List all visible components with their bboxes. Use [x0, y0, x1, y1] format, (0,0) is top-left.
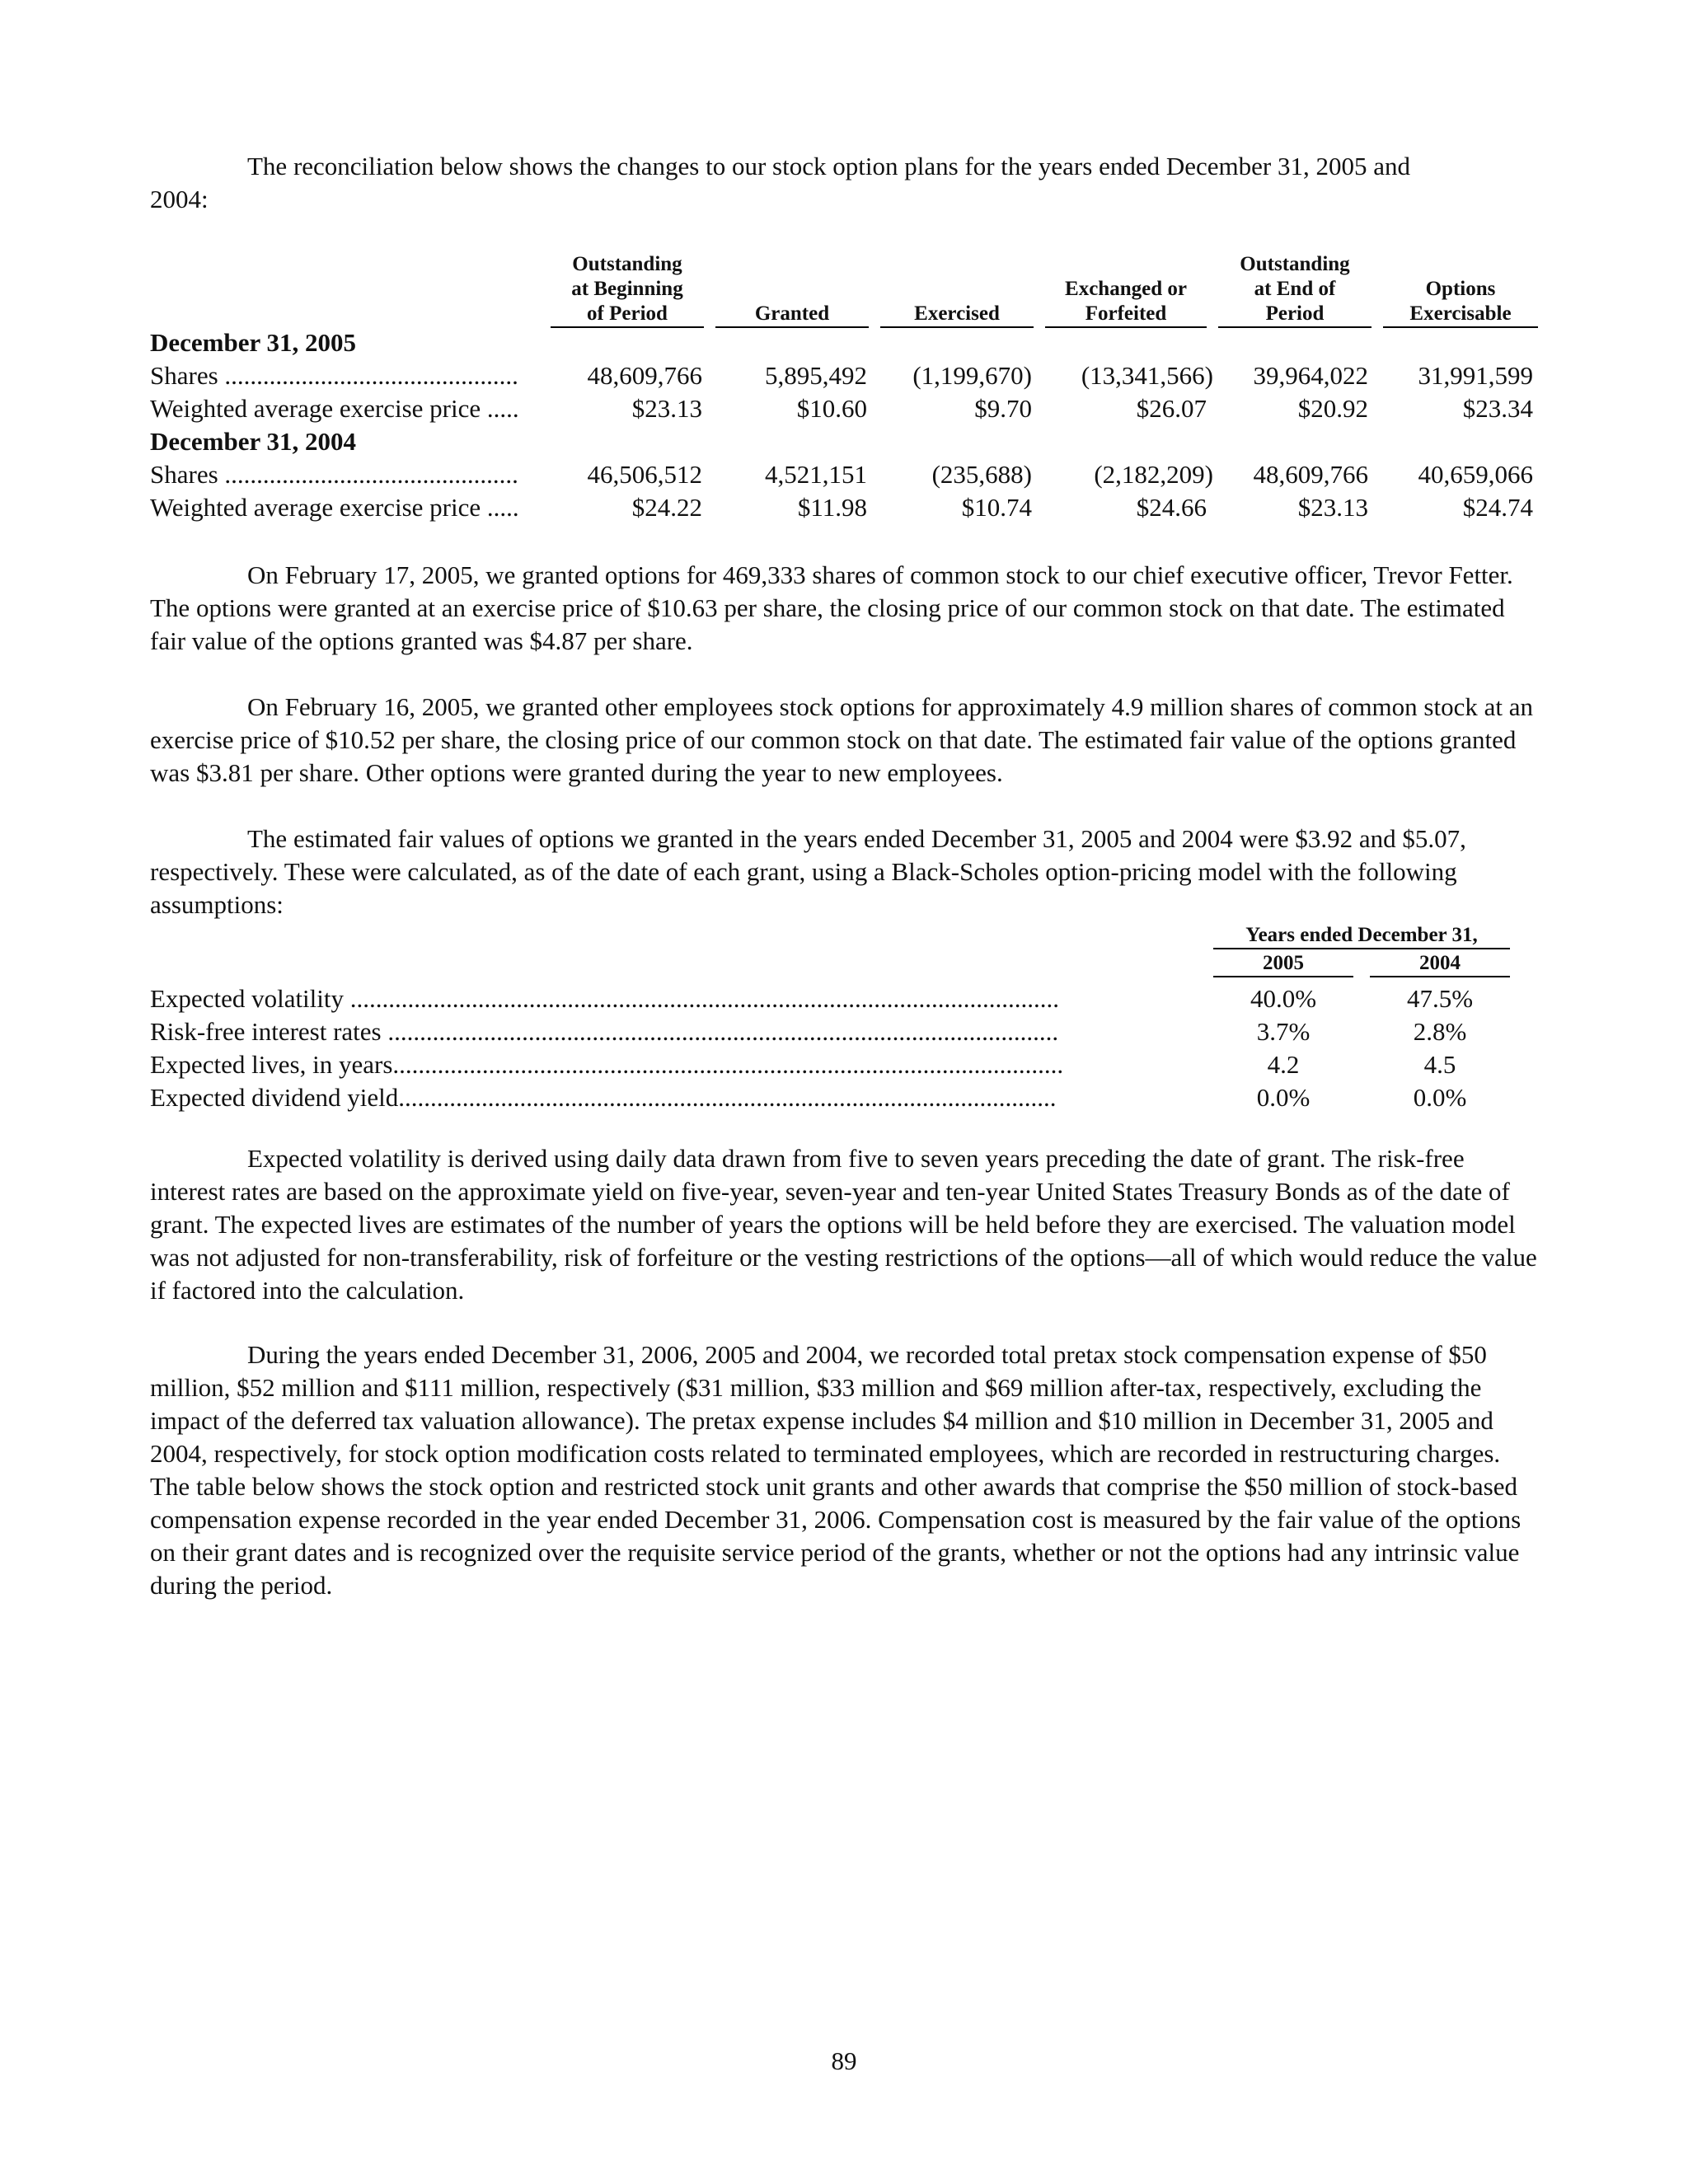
cell-value: $23.34	[1462, 394, 1533, 423]
cell-value: 2.8%	[1413, 1017, 1467, 1046]
cell-value: $10.74	[961, 493, 1032, 522]
cell-value: 46,506,512	[587, 460, 702, 489]
cell-value: $24.22	[631, 493, 702, 522]
cell-value: $20.92	[1297, 394, 1368, 423]
cell-value: 48,609,766	[587, 361, 702, 390]
cell-value: $24.74	[1462, 493, 1533, 522]
cell-value: 40.0%	[1250, 984, 1317, 1013]
page-number: 89	[831, 2046, 857, 2075]
paragraph-compensation-expense: During the years ended December 31, 2006, 2005 and 2004, we recorded total pretax stock compensation expense of $50 million, $52 million and $111 million, respectively ($31 million, $33 million and $69 million after-tax, respectively, excluding the impact of the deferred tax valuation allowance). The pretax expense includes $4 million and $10 million in December 31, 2005 and 2004, respectively, for stock option modification costs related to terminated employees, which are recorded in restructuring charges. The table below shows the stock option and restricted stock unit grants and other awards that comprise the $50 million of stock-based compensation expense recorded in the year ended December 31, 2006. Compensation cost is measured by the fair value of the options on their grant dates and is recognized over the requisite service period of the grants, whether or not the options had any intrinsic value during the period.	[150, 1340, 1522, 1600]
cell-value: 31,991,599	[1418, 361, 1533, 390]
cell-value: $23.13	[631, 394, 702, 423]
col-header-exchanged-forfeited: Exchanged or Forfeited	[1045, 247, 1207, 328]
row-label: Risk-free interest rates .........................................................................................................	[150, 1017, 1059, 1046]
cell-value: 3.7%	[1256, 1017, 1311, 1046]
table-row	[150, 1015, 1551, 1048]
cell-value: $9.70	[974, 394, 1032, 423]
year-header-2005: 2005	[1213, 951, 1353, 977]
paragraph-employee-grant: On February 16, 2005, we granted other employees stock options for approximately 4.9 million shares of common stock at an exercise price of $10.52 per share, the closing price of our common stock on that date. The estimated fair value of the options granted was $3.81 per share. Other options were granted during the year to new employees.	[150, 692, 1533, 787]
cell-value: (13,341,566)	[1081, 361, 1213, 390]
cell-value: $26.07	[1136, 394, 1207, 423]
row-label: Expected dividend yield.......................................................................................................	[150, 1083, 1057, 1112]
section-title-row	[150, 425, 1551, 458]
cell-value: 40,659,066	[1418, 460, 1533, 489]
cell-value: (1,199,670)	[912, 361, 1032, 390]
col-header-exercised: Exercised	[880, 247, 1034, 328]
row-label: Expected volatility ...............................................................................................................	[150, 984, 1060, 1013]
table-row	[150, 359, 1551, 392]
cell-value: 4.5	[1423, 1050, 1456, 1079]
intro-text: The reconciliation below shows the changes to our stock option plans for the years ended December 31, 2005 and	[247, 152, 1410, 180]
cell-value: $10.60	[796, 394, 867, 423]
assumptions-group-header: Years ended December 31,	[1213, 923, 1510, 949]
cell-value: 5,895,492	[765, 361, 867, 390]
table-row	[150, 1048, 1551, 1081]
col-header-outstanding-end: Outstanding at End of Period	[1218, 247, 1372, 328]
intro-continuation: 2004:	[150, 185, 209, 213]
cell-value: 0.0%	[1413, 1083, 1467, 1112]
col-header-granted: Granted	[715, 247, 869, 328]
cell-value: 0.0%	[1256, 1083, 1311, 1112]
cell-value: $24.66	[1136, 493, 1207, 522]
paragraph-volatility: Expected volatility is derived using daily data drawn from five to seven years preceding the date of grant. The risk-free interest rates are based on the approximate yield on five-year, seven-year and ten-year United States Treasury Bonds as of the date of grant. The expected lives are estimates of the number of years the options will be held before they are exercised. The valuation model was not adjusted for non-transferability, risk of forfeiture or the vesting restrictions of the options—all of which would reduce the value if factored into the calculation.	[150, 1144, 1537, 1305]
paragraph-fair-values: The estimated fair values of options we granted in the years ended December 31, 2005 and 2004 were $3.92 and $5.07, respectively. These were calculated, as of the date of each grant, using a Black-Scholes option-pricing model with the following assumptions:	[150, 824, 1466, 919]
cell-value: 48,609,766	[1253, 460, 1368, 489]
cell-value: 39,964,022	[1253, 361, 1368, 390]
row-label: Expected lives, in years.........................................................................................................	[150, 1050, 1064, 1079]
col-header-outstanding-beginning: Outstanding at Beginning of Period	[551, 247, 704, 328]
col-header-options-exercisable: Options Exercisable	[1383, 247, 1538, 328]
row-label: Shares ..............................................	[150, 361, 518, 390]
cell-value: $23.13	[1297, 493, 1368, 522]
table-row	[150, 982, 1551, 1015]
row-label: Weighted average exercise price .....	[150, 493, 519, 522]
table-row	[150, 491, 1551, 524]
cell-value: 47.5%	[1406, 984, 1474, 1013]
section-title: December 31, 2004	[150, 427, 356, 456]
paragraph-ceo-grant: On February 17, 2005, we granted options for 469,333 shares of common stock to our chief executive officer, Trevor Fetter. The options were granted at an exercise price of $10.63 per share, the closing price of our common stock on that date. The estimated fair value of the options granted was $4.87 per share.	[150, 560, 1513, 655]
table-row	[150, 1081, 1551, 1114]
cell-value: (235,688)	[931, 460, 1032, 489]
table-row	[150, 458, 1551, 491]
year-header-2004: 2004	[1370, 951, 1510, 977]
cell-value: 4.2	[1267, 1050, 1300, 1079]
cell-value: (2,182,209)	[1094, 460, 1213, 489]
cell-value: $11.98	[797, 493, 867, 522]
row-label: Shares ..............................................	[150, 460, 518, 489]
row-label: Weighted average exercise price .....	[150, 394, 519, 423]
intro-paragraph	[150, 150, 1543, 183]
section-title-row	[150, 326, 1551, 359]
table-row	[150, 392, 1551, 425]
cell-value: 4,521,151	[765, 460, 867, 489]
section-title: December 31, 2005	[150, 328, 356, 357]
